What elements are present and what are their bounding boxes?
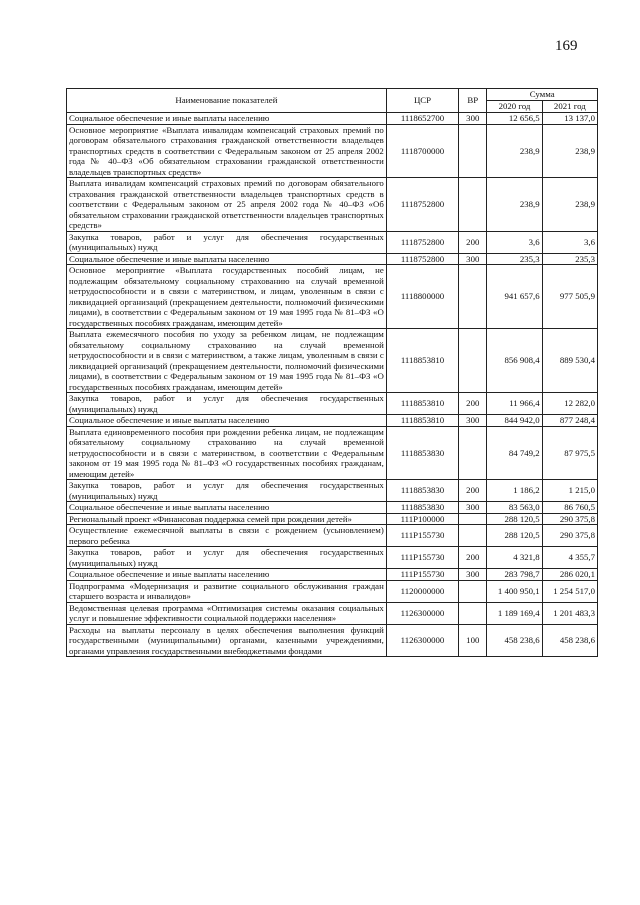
row-csr: 1118853810 [386,393,458,415]
row-sum-2020: 3,6 [487,231,542,253]
row-sum-2021: 977 505,9 [542,265,597,329]
row-vr: 100 [459,624,487,657]
row-sum-2021: 889 530,4 [542,329,597,393]
row-name: Расходы на выплаты персоналу в целях обеспечения выполнения функций государственными (муниципальными) органами, казенными учреждениями, органами управления государственными внебюджетными фондами [67,624,387,657]
table-row [67,265,598,329]
row-sum-2021: 458 238,6 [542,624,597,657]
table-row [67,393,598,415]
row-csr: 1118853810 [386,415,458,427]
row-vr [459,178,487,232]
budget-table [66,88,598,657]
row-vr: 200 [459,393,487,415]
row-csr: 1118853830 [386,426,458,480]
row-sum-2020: 856 908,4 [487,329,542,393]
row-name: Закупка товаров, работ и услуг для обеспечения государственных (муниципальных) нужд [67,231,387,253]
row-name: Закупка товаров, работ и услуг для обеспечения государственных (муниципальных) нужд [67,480,387,502]
row-sum-2020: 83 563,0 [487,502,542,514]
row-sum-2021: 1 254 517,0 [542,580,597,602]
row-sum-2020: 238,9 [487,124,542,178]
table-row [67,547,598,569]
row-csr: 1118853810 [386,329,458,393]
table-row [67,178,598,232]
row-name: Социальное обеспечение и иные выплаты населению [67,415,387,427]
row-sum-2020: 288 120,5 [487,513,542,525]
row-sum-2021: 1 215,0 [542,480,597,502]
row-name: Социальное обеспечение и иные выплаты населению [67,113,387,125]
table-row [67,624,598,657]
header-vr: ВР [459,89,487,113]
row-vr [459,602,487,624]
table-row [67,329,598,393]
row-name: Основное мероприятие «Выплата государственных пособий лицам, не подлежащим обязательному социальному страхованию на случай временной нетрудоспособности и в связи с материнством, и лицам, уволенным в связи с ликвидацией организаций (прекращением деятельности, полномочий физическими лицами), в соответствии с Федеральным законом от 19 мая 1995 года № 81–ФЗ «О государственных пособиях гражданам, имеющим детей» [67,265,387,329]
row-vr: 200 [459,547,487,569]
row-name: Осуществление ежемесячной выплаты в связи с рождением (усыновлением) первого ребенка [67,525,387,547]
row-sum-2020: 1 186,2 [487,480,542,502]
table-row [67,580,598,602]
row-sum-2021: 1 201 483,3 [542,602,597,624]
row-csr: 1118700000 [386,124,458,178]
table-row [67,525,598,547]
row-sum-2020: 11 966,4 [487,393,542,415]
table-row [67,415,598,427]
row-csr: 1118752800 [386,253,458,265]
row-sum-2020: 12 656,5 [487,113,542,125]
row-name: Закупка товаров, работ и услуг для обеспечения государственных (муниципальных) нужд [67,547,387,569]
row-vr [459,580,487,602]
row-csr: 1118853830 [386,502,458,514]
header-year-2021: 2021 год [542,101,597,113]
row-csr: 1118652700 [386,113,458,125]
row-sum-2021: 235,3 [542,253,597,265]
row-sum-2021: 286 020,1 [542,569,597,581]
row-name: Подпрограмма «Модернизация и развитие социального обслуживания граждан старшего возраста и инвалидов» [67,580,387,602]
table-body [67,113,598,657]
row-sum-2020: 238,9 [487,178,542,232]
row-name: Основное мероприятие «Выплата инвалидам компенсаций страховых премий по договорам обязательного страхования гражданской ответственности владельцев транспортных средств в соответствии с Федеральным законом от 25 апреля 2002 года № 40–ФЗ «Об обязательном страховании гражданской ответственности владельцев транспортных средств» [67,124,387,178]
row-sum-2021: 3,6 [542,231,597,253]
row-name: Ведомственная целевая программа «Оптимизация системы оказания социальных услуг и повышение эффективности социальной поддержки населения» [67,602,387,624]
row-vr: 200 [459,231,487,253]
row-sum-2020: 941 657,6 [487,265,542,329]
row-csr: 1118800000 [386,265,458,329]
table-row [67,602,598,624]
row-vr [459,124,487,178]
row-sum-2021: 238,9 [542,124,597,178]
row-name: Региональный проект «Финансовая поддержка семей при рождении детей» [67,513,387,525]
row-sum-2021: 290 375,8 [542,525,597,547]
row-sum-2020: 458 238,6 [487,624,542,657]
row-csr: 111P155730 [386,525,458,547]
row-vr: 200 [459,480,487,502]
row-name: Выплата ежемесячного пособия по уходу за ребенком лицам, не подлежащим обязательному социальному страхованию на случай временной нетрудоспособности и в связи с материнством, а также лицам, уволенным в связи с ликвидацией организаций (прекращением деятельности, полномочий физическими лицами), в соответствии с Федеральным законом от 19 мая 1995 года № 81–ФЗ «О государственных пособиях гражданам, имеющим детей» [67,329,387,393]
row-vr: 300 [459,253,487,265]
row-sum-2021: 12 282,0 [542,393,597,415]
header-year-2020: 2020 год [487,101,542,113]
row-csr: 1126300000 [386,602,458,624]
row-sum-2020: 844 942,0 [487,415,542,427]
row-vr [459,265,487,329]
row-sum-2020: 84 749,2 [487,426,542,480]
row-csr: 1120000000 [386,580,458,602]
row-vr: 300 [459,569,487,581]
header-csr: ЦСР [386,89,458,113]
row-name: Социальное обеспечение и иные выплаты населению [67,569,387,581]
row-sum-2021: 87 975,5 [542,426,597,480]
row-name: Социальное обеспечение и иные выплаты населению [67,502,387,514]
row-sum-2021: 238,9 [542,178,597,232]
row-sum-2020: 4 321,8 [487,547,542,569]
row-sum-2020: 1 400 950,1 [487,580,542,602]
row-vr [459,329,487,393]
row-sum-2021: 86 760,5 [542,502,597,514]
row-csr: 1118853830 [386,480,458,502]
page-number: 169 [555,38,578,54]
row-sum-2021: 290 375,8 [542,513,597,525]
row-sum-2021: 877 248,4 [542,415,597,427]
table-row [67,253,598,265]
row-vr [459,525,487,547]
row-csr: 111P100000 [386,513,458,525]
row-vr: 300 [459,415,487,427]
table-row [67,426,598,480]
table-row [67,124,598,178]
row-name: Закупка товаров, работ и услуг для обеспечения государственных (муниципальных) нужд [67,393,387,415]
header-sum: Сумма [487,89,598,101]
row-vr: 300 [459,502,487,514]
header-name: Наименование показателей [67,89,387,113]
row-vr [459,513,487,525]
table-row [67,113,598,125]
row-sum-2021: 4 355,7 [542,547,597,569]
table-row [67,231,598,253]
row-sum-2020: 1 189 169,4 [487,602,542,624]
row-name: Социальное обеспечение и иные выплаты населению [67,253,387,265]
row-csr: 111P155730 [386,569,458,581]
row-name: Выплата единовременного пособия при рождении ребенка лицам, не подлежащим обязательному социальному страхованию на случай временной нетрудоспособности и в связи с материнством, в соответствии с Федеральным законом от 19 мая 1995 года № 81–ФЗ «О государственных пособиях гражданам, имеющим детей» [67,426,387,480]
row-csr: 111P155730 [386,547,458,569]
row-sum-2020: 235,3 [487,253,542,265]
row-vr [459,426,487,480]
table-row [67,480,598,502]
row-sum-2020: 288 120,5 [487,525,542,547]
table-row [67,513,598,525]
row-name: Выплата инвалидам компенсаций страховых премий по договорам обязательного страхования гражданской ответственности владельцев транспортных средств в соответствии с Федеральным законом от 25 апреля 2002 года № 40–ФЗ «Об обязательном страховании гражданской ответственности владельцев транспортных средств» [67,178,387,232]
row-csr: 1118752800 [386,178,458,232]
row-csr: 1126300000 [386,624,458,657]
row-csr: 1118752800 [386,231,458,253]
table-row [67,502,598,514]
row-sum-2020: 283 798,7 [487,569,542,581]
row-sum-2021: 13 137,0 [542,113,597,125]
row-vr: 300 [459,113,487,125]
table-row [67,569,598,581]
